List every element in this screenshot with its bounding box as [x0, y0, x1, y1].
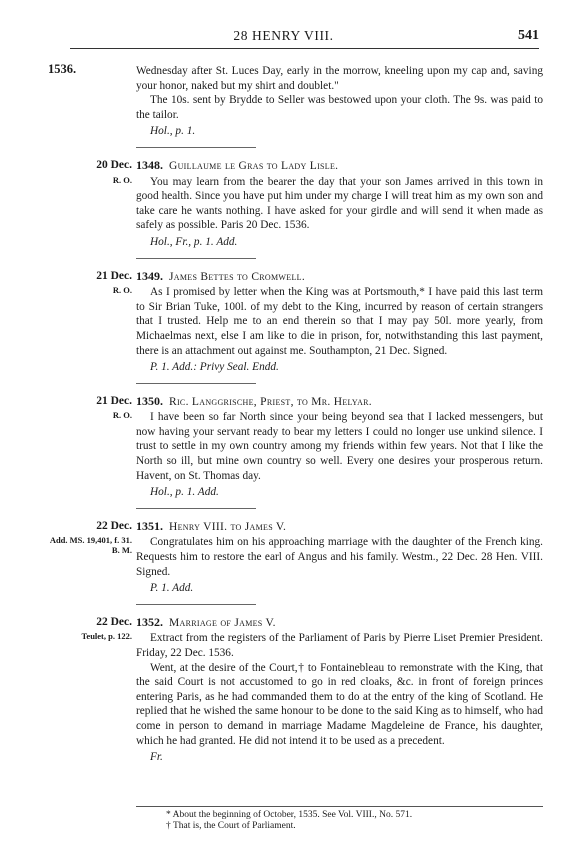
entry-title: Guillaume le Gras to Lady Lisle.	[169, 159, 339, 172]
entry-text: As I promised by letter when the King was at Portsmouth,* I have paid this last term to Sir Brian Tuke, 100l. of my debt to the King, incurred by reason of certain strangers that I trusted. Help me to an end therein so that I may pay 50l. more yearly, from Michaelmas next, else I am like to die in prison, for, notwithstanding this last payment, there is an attachment out against me. Southampton, 21 Dec. Signed.	[136, 286, 543, 357]
continuation-paragraph: The 10s. sent by Brydde to Seller was bestowed upon your cloth. The 9s. was paid to the tailor.	[136, 94, 543, 121]
entry-heading	[136, 519, 543, 535]
footnote-rule	[136, 806, 543, 807]
calendar-body	[49, 64, 543, 765]
entry-1349	[96, 268, 543, 384]
entry-separator	[136, 258, 256, 259]
entry-source: Teulet, p. 122.	[81, 631, 132, 642]
entry-text: I have been so far North since your being beyond sea that I lacked messengers, but now having your servant ready to bear my letters I could no longer use unkind silence. I trust to settle in my own country among my friends within few years. Not that I like the North so ill, but mine own country so well. Every one desires your prosperous return. Havent, on St. Thomas day.	[136, 411, 543, 482]
entry-text: Congratulates him on his approaching marriage with the daughter of the French king. Requests him to restore the earl of Angus and his family. Westm., 22 Dec. 28 Hen. VIII. Signed.	[136, 536, 543, 578]
entry-1350	[96, 393, 543, 509]
entry-separator	[136, 604, 256, 605]
footnote: † That is, the Court of Parliament.	[166, 821, 296, 831]
entry-1352	[81, 614, 543, 765]
running-header	[0, 28, 567, 48]
footnote: * About the beginning of October, 1535. See Vol. VIII., No. 571.	[166, 810, 413, 820]
continuation-paragraph: Wednesday after St. Luces Day, early in the morrow, kneeling upon my cap and, saving your honor, naked but my shirt and doublet."	[136, 65, 543, 92]
entry-meta: Hol., p. 1. Add.	[150, 486, 219, 499]
entry-date: 20 Dec.	[96, 158, 132, 171]
entry-number: 1348.	[136, 157, 163, 172]
entry-meta: Fr.	[150, 751, 163, 764]
entry-source: Add. MS. 19,401, f. 31. B. M.	[49, 535, 132, 556]
entry-margin	[44, 158, 132, 185]
entry-meta: Hol., p. 1.	[150, 125, 196, 138]
page-number: 541	[518, 28, 539, 43]
entry-heading	[136, 615, 543, 631]
entry-meta: Hol., Fr., p. 1. Add.	[150, 235, 238, 248]
entry-number: 1350.	[136, 393, 163, 408]
entry-text: Went, at the desire of the Court,† to Fontainebleau to remonstrate with the King, that the said Court is not accustomed to go in red cloaks, &c. in front of foreign princes entering Paris, as he had commanded them to do at the entry of the king of Scotland. He replied that he wished the same honour to be done to the said King as to himself, who had come in person to demand in marriage Madame Magdeleine de France, his daughter, which he had granted. He did not intend it to be used as a precedent.	[136, 661, 543, 747]
footnotes	[166, 810, 412, 832]
entry-source: R. O.	[112, 174, 132, 185]
entry-margin	[44, 269, 132, 296]
entry-text: Extract from the registers of the Parliament of Paris by Pierre Liset Premier President. Friday, 22 Dec. 1536.	[136, 632, 543, 659]
entry-heading	[136, 269, 543, 285]
continuation-entry	[136, 64, 543, 148]
entry-text: You may learn from the bearer the day that your son James arrived in this town in good health. Since you have put him under my charge I will treat him as my own son and take care he wants nothing. I have asked for your girdle and will send it when made as safely as possible. Paris 20 Dec. 1536.	[136, 175, 543, 232]
entry-separator	[136, 147, 256, 148]
entry-source: R. O.	[112, 285, 132, 296]
entry-meta: P. 1. Add.	[150, 582, 194, 595]
entry-separator	[136, 508, 256, 509]
entry-separator	[136, 383, 256, 384]
entry-date: 22 Dec.	[96, 615, 132, 628]
entry-heading	[136, 158, 543, 174]
entry-title: Henry VIII. to James V.	[169, 520, 287, 533]
entry-meta: P. 1. Add.: Privy Seal. Endd.	[150, 361, 279, 374]
entry-number: 1352.	[136, 614, 163, 629]
entry-source: R. O.	[112, 410, 132, 421]
margin-year: 1536.	[48, 62, 77, 76]
entry-margin	[44, 394, 132, 421]
entry-number: 1349.	[136, 268, 163, 283]
entry-1348	[96, 157, 543, 259]
header-rule	[70, 48, 539, 49]
entry-title: James Bettes to Cromwell.	[169, 270, 305, 283]
entry-title: Marriage of James V.	[169, 616, 276, 629]
entry-heading	[136, 394, 543, 410]
header-title: 28 HENRY VIII.	[233, 28, 334, 43]
entry-margin	[44, 519, 132, 556]
entry-1351	[49, 518, 543, 605]
entry-date: 21 Dec.	[96, 269, 132, 282]
entry-date: 21 Dec.	[96, 394, 132, 407]
entry-number: 1351.	[136, 518, 163, 533]
entry-title: Ric. Langgrische, Priest, to Mr. Helyar.	[169, 395, 372, 408]
entry-date: 22 Dec.	[96, 519, 132, 532]
entry-margin	[44, 615, 132, 642]
